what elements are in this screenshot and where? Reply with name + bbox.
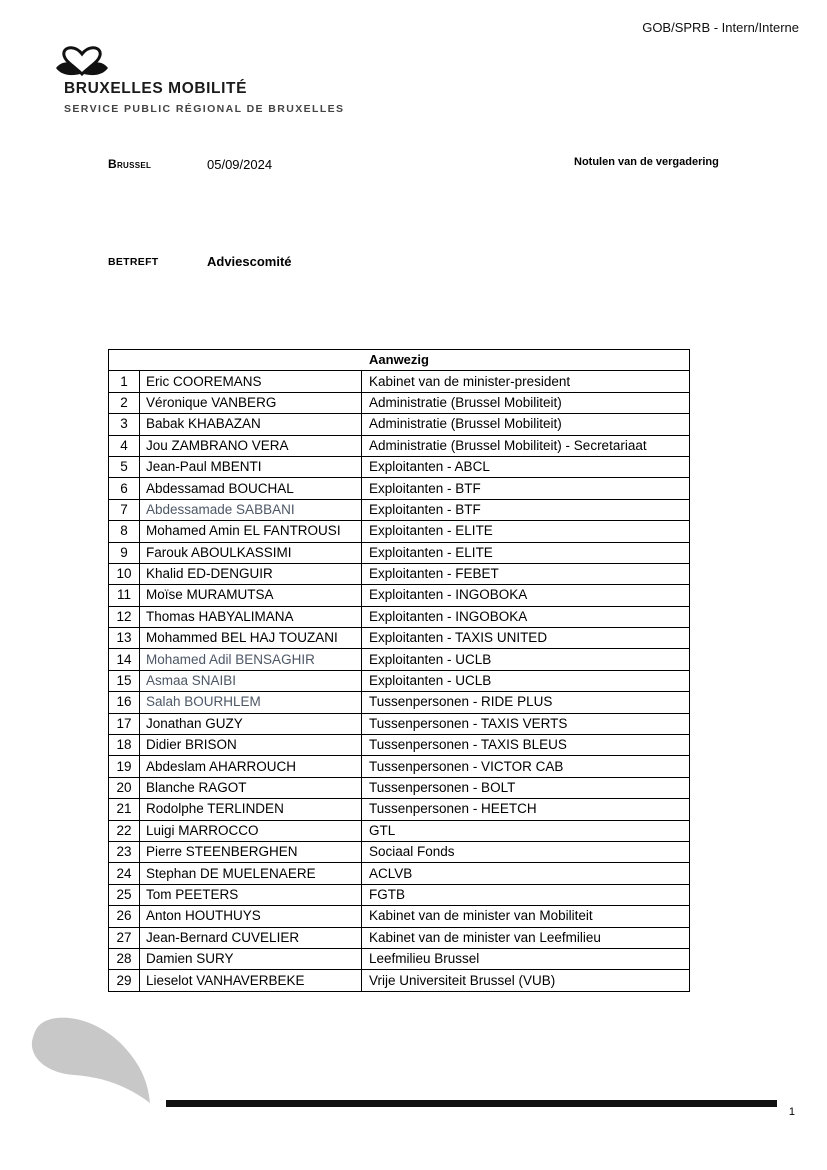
attendee-organisation: FGTB <box>362 884 690 905</box>
attendee-organisation: Administratie (Brussel Mobiliteit) - Secretariaat <box>362 435 690 456</box>
row-number: 23 <box>109 841 140 862</box>
table-row <box>109 628 690 649</box>
attendee-organisation: Tussenpersonen - BOLT <box>362 777 690 798</box>
attendee-name: Moïse MURAMUTSA <box>140 585 362 606</box>
attendee-organisation: Exploitanten - ELITE <box>362 542 690 563</box>
table-row <box>109 884 690 905</box>
table-row <box>109 521 690 542</box>
decorative-drop-shape <box>30 1015 155 1105</box>
row-number: 13 <box>109 628 140 649</box>
table-row <box>109 777 690 798</box>
attendee-organisation: Exploitanten - BTF <box>362 478 690 499</box>
attendee-name: Jean-Bernard CUVELIER <box>140 927 362 948</box>
page-number: 1 <box>788 1106 795 1118</box>
table-row <box>109 756 690 777</box>
attendee-name: Abdessamade SABBANI <box>140 499 362 520</box>
attendee-name: Jonathan GUZY <box>140 713 362 734</box>
brand-logo <box>52 44 352 124</box>
attendance-body <box>109 371 690 991</box>
attendee-name: Abdessamad BOUCHAL <box>140 478 362 499</box>
table-row <box>109 906 690 927</box>
row-number: 28 <box>109 948 140 969</box>
table-row <box>109 456 690 477</box>
row-number: 12 <box>109 606 140 627</box>
attendee-name: Lieselot VANHAVERBEKE <box>140 970 362 991</box>
table-row <box>109 948 690 969</box>
row-number: 6 <box>109 478 140 499</box>
table-row <box>109 735 690 756</box>
attendee-organisation: Tussenpersonen - HEETCH <box>362 799 690 820</box>
attendee-name: Mohamed Amin EL FANTROUSI <box>140 521 362 542</box>
table-row <box>109 499 690 520</box>
row-number: 3 <box>109 414 140 435</box>
row-number: 8 <box>109 521 140 542</box>
attendee-name: Farouk ABOULKASSIMI <box>140 542 362 563</box>
attendee-name: Jou ZAMBRANO VERA <box>140 435 362 456</box>
table-row <box>109 435 690 456</box>
row-number: 7 <box>109 499 140 520</box>
table-row <box>109 820 690 841</box>
table-row <box>109 371 690 392</box>
footer-bar <box>166 1100 777 1107</box>
attendee-organisation: Sociaal Fonds <box>362 841 690 862</box>
attendee-organisation: Exploitanten - BTF <box>362 499 690 520</box>
logo-name: BRUXELLES MOBILITÉ <box>64 80 248 97</box>
row-number: 17 <box>109 713 140 734</box>
attendee-name: Pierre STEENBERGHEN <box>140 841 362 862</box>
attendee-name: Babak KHABAZAN <box>140 414 362 435</box>
attendee-name: Abdeslam AHARROUCH <box>140 756 362 777</box>
attendee-organisation: Administratie (Brussel Mobiliteit) <box>362 414 690 435</box>
attendee-name: Anton HOUTHUYS <box>140 906 362 927</box>
row-number: 2 <box>109 392 140 413</box>
row-number: 16 <box>109 692 140 713</box>
attendee-name: Blanche RAGOT <box>140 777 362 798</box>
subject-label: BETREFT <box>108 256 159 268</box>
row-number: 25 <box>109 884 140 905</box>
meta-date: 05/09/2024 <box>207 157 273 172</box>
row-number: 26 <box>109 906 140 927</box>
logo-subtitle: SERVICE PUBLIC RÉGIONAL DE BRUXELLES <box>64 103 345 115</box>
row-number: 4 <box>109 435 140 456</box>
attendance-header-row <box>109 350 690 371</box>
table-row <box>109 414 690 435</box>
table-row <box>109 542 690 563</box>
attendance-header: Aanwezig <box>109 350 690 371</box>
attendee-organisation: Tussenpersonen - TAXIS BLEUS <box>362 735 690 756</box>
row-number: 24 <box>109 863 140 884</box>
attendee-organisation: Exploitanten - INGOBOKA <box>362 585 690 606</box>
attendee-name: Khalid ED-DENGUIR <box>140 563 362 584</box>
row-number: 27 <box>109 927 140 948</box>
row-number: 18 <box>109 735 140 756</box>
row-number: 14 <box>109 649 140 670</box>
row-number: 15 <box>109 670 140 691</box>
attendee-organisation: Exploitanten - ELITE <box>362 521 690 542</box>
row-number: 22 <box>109 820 140 841</box>
attendee-name: Asmaa SNAIBI <box>140 670 362 691</box>
attendee-name: Rodolphe TERLINDEN <box>140 799 362 820</box>
row-number: 9 <box>109 542 140 563</box>
attendee-organisation: Kabinet van de minister-president <box>362 371 690 392</box>
table-row <box>109 585 690 606</box>
table-row <box>109 970 690 991</box>
attendee-name: Salah BOURHLEM <box>140 692 362 713</box>
attendee-organisation: Tussenpersonen - RIDE PLUS <box>362 692 690 713</box>
attendee-name: Damien SURY <box>140 948 362 969</box>
table-row <box>109 670 690 691</box>
table-row <box>109 713 690 734</box>
document-type: Notulen van de vergadering <box>574 156 719 168</box>
table-row <box>109 863 690 884</box>
row-number: 29 <box>109 970 140 991</box>
attendee-name: Mohammed BEL HAJ TOUZANI <box>140 628 362 649</box>
attendee-name: Jean-Paul MBENTI <box>140 456 362 477</box>
subject-value: Adviescomité <box>207 254 292 269</box>
row-number: 21 <box>109 799 140 820</box>
row-number: 20 <box>109 777 140 798</box>
attendee-name: Mohamed Adil BENSAGHIR <box>140 649 362 670</box>
attendee-name: Thomas HABYALIMANA <box>140 606 362 627</box>
attendee-organisation: Leefmilieu Brussel <box>362 948 690 969</box>
attendee-name: Tom PEETERS <box>140 884 362 905</box>
meta-place: Brussel <box>108 157 152 171</box>
attendee-organisation: ACLVB <box>362 863 690 884</box>
attendee-organisation: Exploitanten - UCLB <box>362 670 690 691</box>
attendee-organisation: GTL <box>362 820 690 841</box>
attendee-organisation: Kabinet van de minister van Mobiliteit <box>362 906 690 927</box>
attendee-organisation: Vrije Universiteit Brussel (VUB) <box>362 970 690 991</box>
logo-heart-icon <box>54 44 110 80</box>
table-row <box>109 799 690 820</box>
table-row <box>109 606 690 627</box>
attendee-organisation: Kabinet van de minister van Leefmilieu <box>362 927 690 948</box>
classification-label: GOB/SPRB - Intern/Interne <box>642 20 799 35</box>
attendee-name: Eric COOREMANS <box>140 371 362 392</box>
attendance-table <box>108 349 690 992</box>
row-number: 5 <box>109 456 140 477</box>
row-number: 1 <box>109 371 140 392</box>
row-number: 11 <box>109 585 140 606</box>
table-row <box>109 392 690 413</box>
attendee-name: Luigi MARROCCO <box>140 820 362 841</box>
attendee-name: Didier BRISON <box>140 735 362 756</box>
row-number: 19 <box>109 756 140 777</box>
table-row <box>109 478 690 499</box>
attendee-name: Véronique VANBERG <box>140 392 362 413</box>
attendee-organisation: Administratie (Brussel Mobiliteit) <box>362 392 690 413</box>
attendee-organisation: Exploitanten - UCLB <box>362 649 690 670</box>
attendee-organisation: Tussenpersonen - TAXIS VERTS <box>362 713 690 734</box>
table-row <box>109 649 690 670</box>
attendee-organisation: Exploitanten - TAXIS UNITED <box>362 628 690 649</box>
table-row <box>109 563 690 584</box>
row-number: 10 <box>109 563 140 584</box>
table-row <box>109 692 690 713</box>
attendee-organisation: Tussenpersonen - VICTOR CAB <box>362 756 690 777</box>
attendee-organisation: Exploitanten - FEBET <box>362 563 690 584</box>
attendee-organisation: Exploitanten - ABCL <box>362 456 690 477</box>
table-row <box>109 927 690 948</box>
table-row <box>109 841 690 862</box>
attendee-organisation: Exploitanten - INGOBOKA <box>362 606 690 627</box>
attendee-name: Stephan DE MUELENAERE <box>140 863 362 884</box>
